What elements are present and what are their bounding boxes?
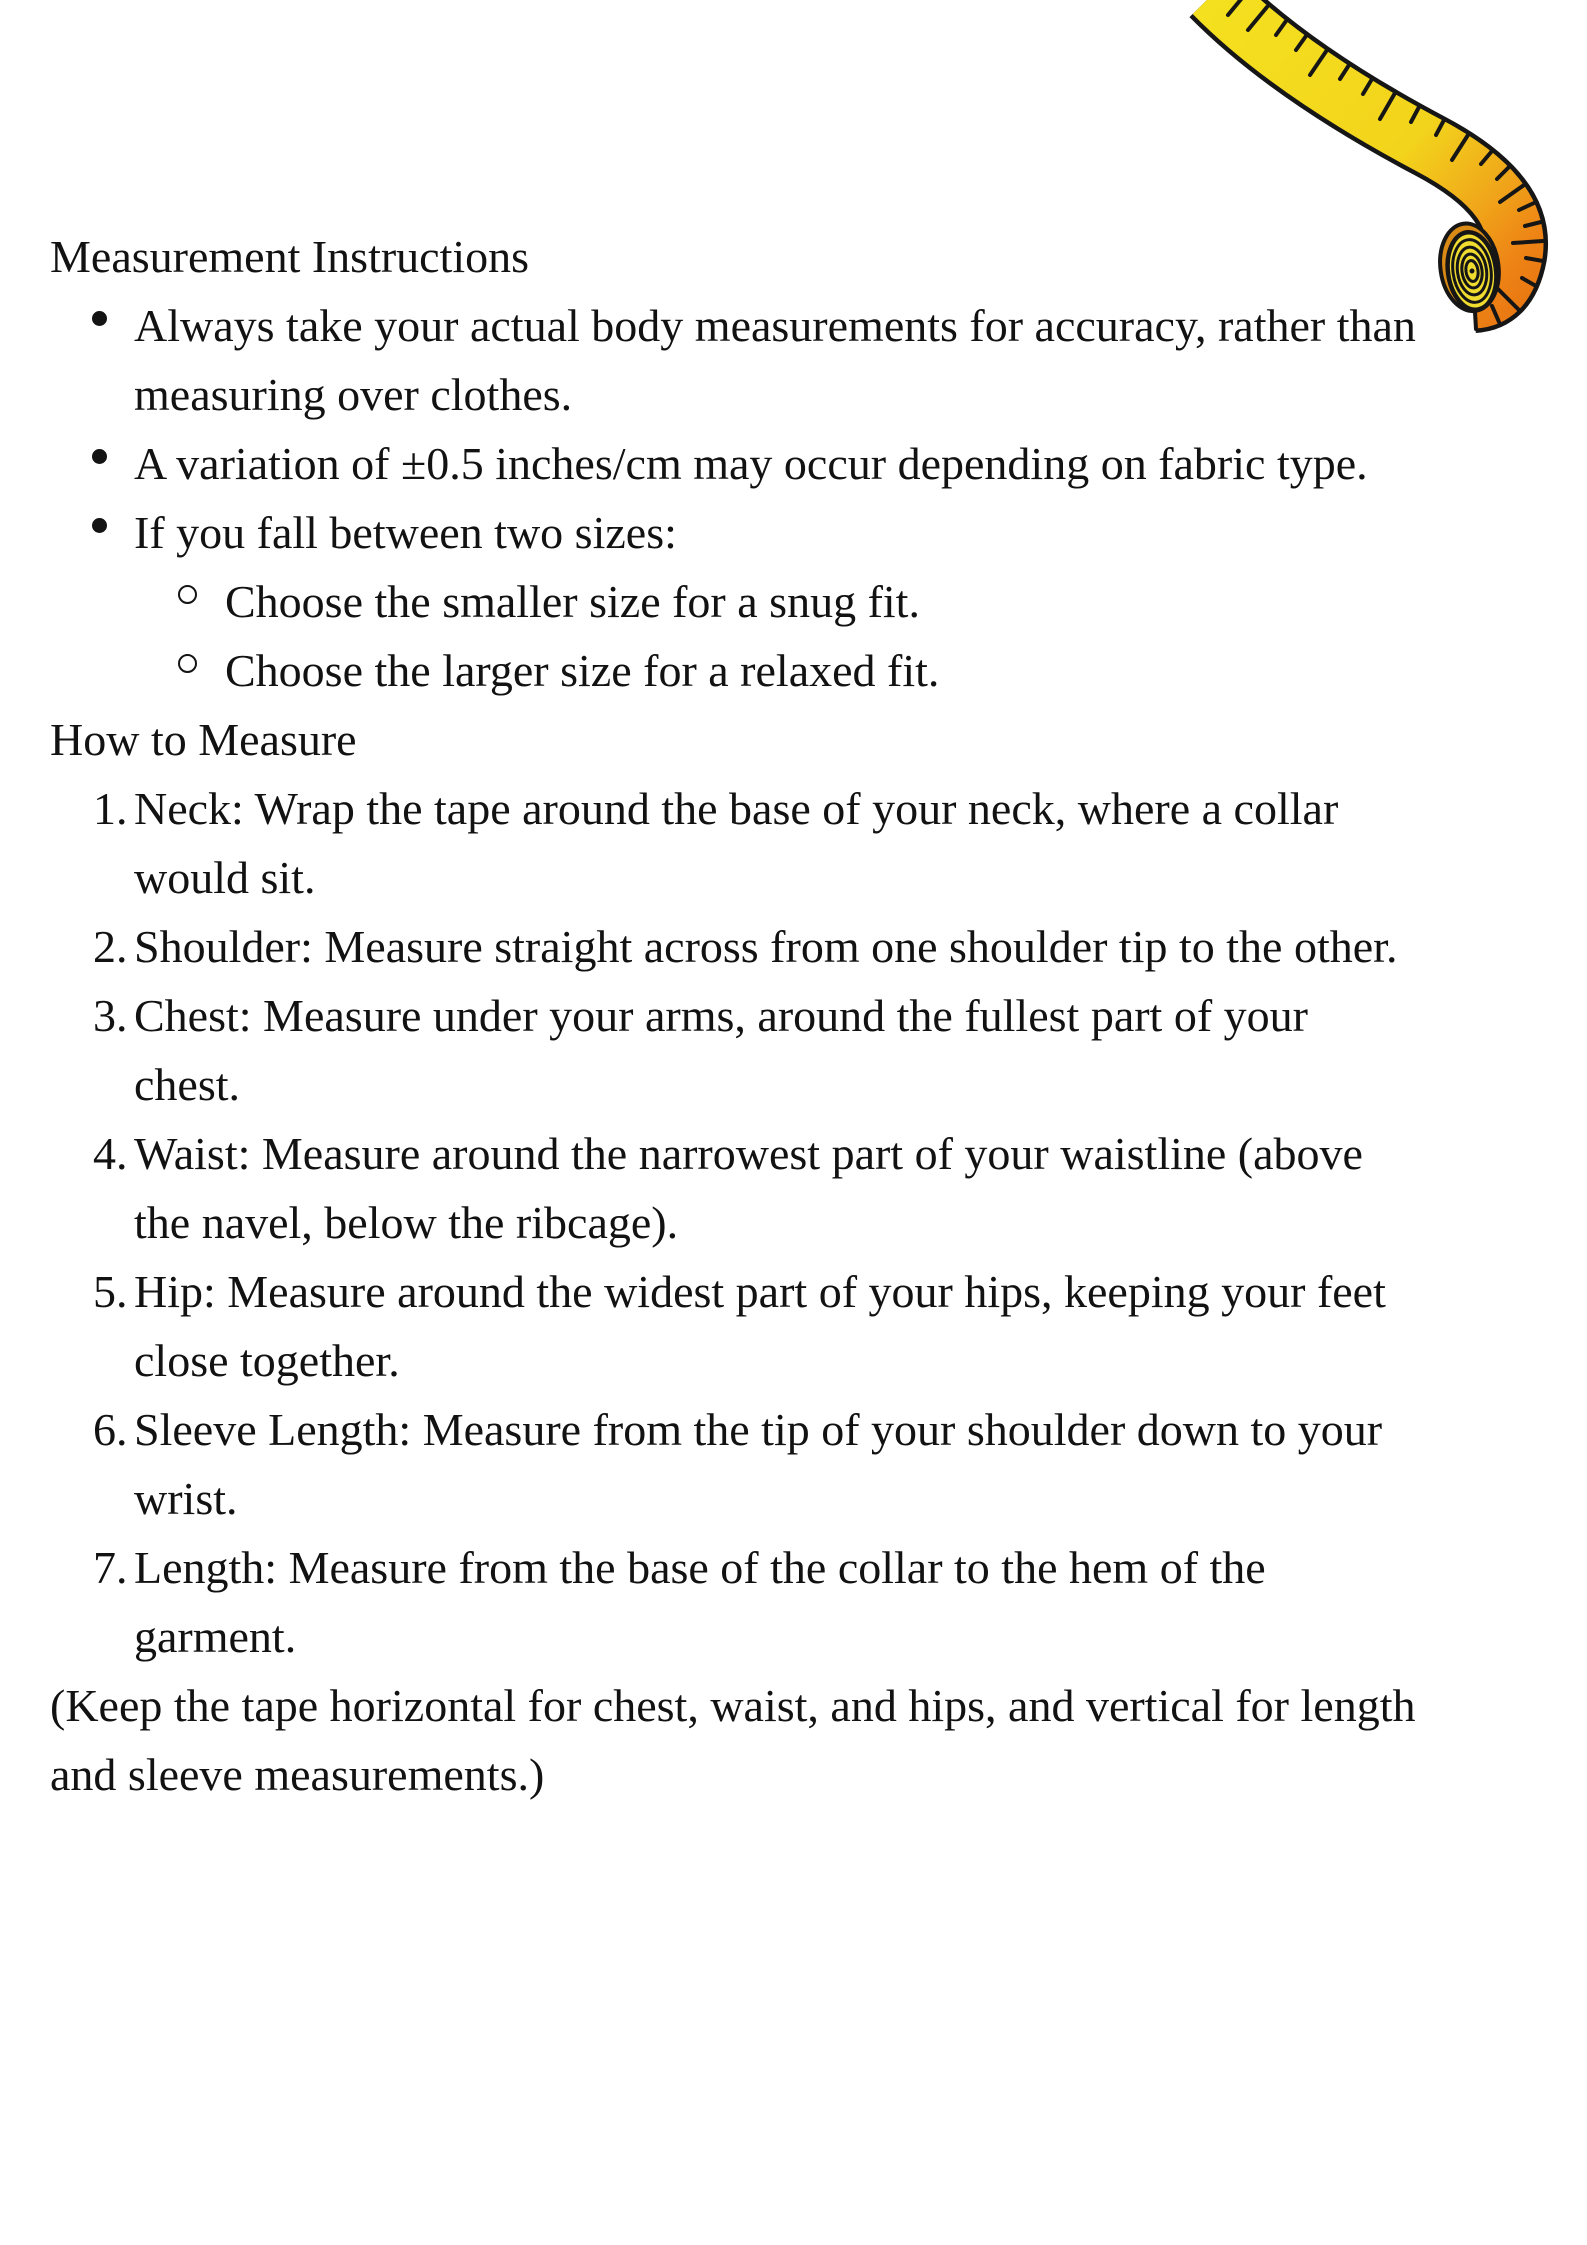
- numbered-step: [50, 1533, 1550, 1671]
- text-line: (Keep the tape horizontal for chest, waist, and hips, and vertical for length: [50, 1680, 1416, 1731]
- text-line: Waist: Measure around the narrowest part of your waistline (above: [134, 1128, 1363, 1179]
- step-text: [134, 1533, 1550, 1671]
- list-item: [50, 498, 1550, 567]
- text-line: wrist.: [134, 1473, 238, 1524]
- bullet-dot-icon: [92, 311, 107, 326]
- text-line: Length: Measure from the base of the collar to the hem of the: [134, 1542, 1266, 1593]
- sub-list-item: [50, 567, 1550, 636]
- section-subtitle-text: How to Measure: [50, 714, 357, 765]
- document-content: [50, 222, 1550, 1809]
- step-number: 5.: [93, 1266, 128, 1317]
- step-number: 2.: [93, 921, 128, 972]
- text-line: Always take your actual body measurements for accuracy, rather than: [134, 300, 1416, 351]
- step-number: 7.: [93, 1542, 128, 1593]
- step-text: [134, 981, 1550, 1119]
- step-text: [134, 1257, 1550, 1395]
- list-item: [50, 291, 1550, 429]
- list-item: [50, 429, 1550, 498]
- bullet-dot-icon: [92, 518, 107, 533]
- sub-list-item-text: [225, 636, 1550, 705]
- step-number: 3.: [93, 990, 128, 1041]
- step-number: 1.: [93, 783, 128, 834]
- text-line: the navel, below the ribcage).: [134, 1197, 679, 1248]
- numbered-step: [50, 981, 1550, 1119]
- sub-list-item: [50, 636, 1550, 705]
- sub-list-item-text: [225, 567, 1550, 636]
- circle-bullet-icon: [178, 585, 197, 604]
- text-line: garment.: [134, 1611, 297, 1662]
- step-number: 6.: [93, 1404, 128, 1455]
- bullet-dot-icon: [92, 449, 107, 464]
- text-line: Hip: Measure around the widest part of your hips, keeping your feet: [134, 1266, 1386, 1317]
- text-line: If you fall between two sizes:: [134, 507, 677, 558]
- step-text: [134, 1395, 1550, 1533]
- text-line: Choose the smaller size for a snug fit.: [225, 576, 920, 627]
- page-title: [50, 222, 1550, 291]
- text-line: Neck: Wrap the tape around the base of your neck, where a collar: [134, 783, 1339, 834]
- text-line: chest.: [134, 1059, 241, 1110]
- section-subtitle: [50, 705, 1550, 774]
- text-line: close together.: [134, 1335, 400, 1386]
- numbered-step: [50, 912, 1550, 981]
- numbered-step: [50, 774, 1550, 912]
- page-title-text: Measurement Instructions: [50, 231, 530, 282]
- numbered-step: [50, 1257, 1550, 1395]
- circle-bullet-icon: [178, 654, 197, 673]
- text-line: Sleeve Length: Measure from the tip of your shoulder down to your: [134, 1404, 1383, 1455]
- text-line: Shoulder: Measure straight across from one shoulder tip to the other.: [134, 921, 1398, 972]
- numbered-step: [50, 1395, 1550, 1533]
- step-number: 4.: [93, 1128, 128, 1179]
- note-paragraph: [50, 1671, 1550, 1809]
- step-text: [134, 1119, 1550, 1257]
- text-line: A variation of ±0.5 inches/cm may occur depending on fabric type.: [134, 438, 1368, 489]
- step-text: [134, 912, 1550, 981]
- text-line: Choose the larger size for a relaxed fit.: [225, 645, 940, 696]
- text-line: Chest: Measure under your arms, around the fullest part of your: [134, 990, 1308, 1041]
- list-item-text: [134, 429, 1550, 498]
- text-line: measuring over clothes.: [134, 369, 573, 420]
- numbered-step: [50, 1119, 1550, 1257]
- list-item-text: [134, 291, 1550, 429]
- text-line: would sit.: [134, 852, 316, 903]
- text-line: and sleeve measurements.): [50, 1749, 545, 1800]
- list-item-text: [134, 498, 1550, 567]
- step-text: [134, 774, 1550, 912]
